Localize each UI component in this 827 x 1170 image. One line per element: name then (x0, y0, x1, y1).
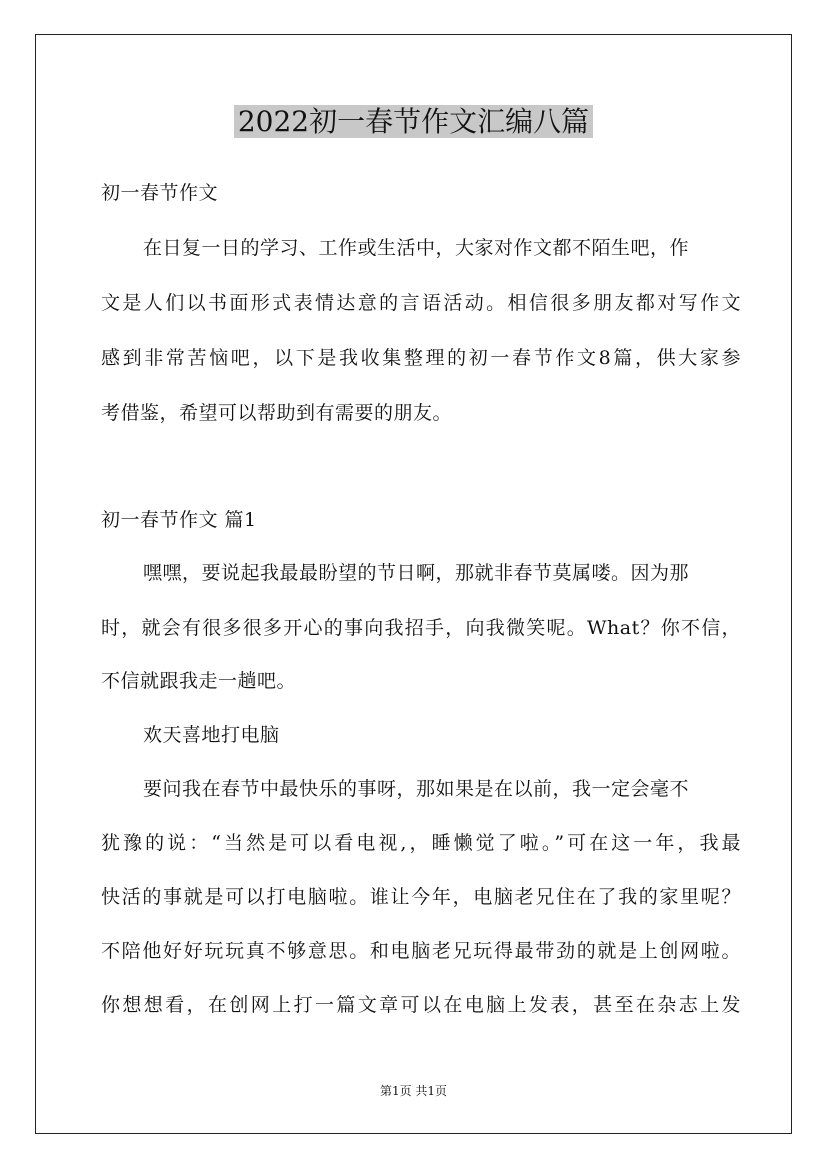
paragraph-line: 时，就会有很多很多开心的事向我招手，向我微笑呢。What？你不信， (101, 617, 741, 639)
paragraph-line: 文是人们以书面形式表情达意的言语活动。相信很多朋友都对写作文 (101, 292, 741, 314)
paragraph-line: 不信就跟我走一趟吧。 (101, 670, 297, 692)
paragraph-line: 不陪他好好玩玩真不够意思。和电脑老兄玩得最带劲的就是上创网啦。 (101, 940, 741, 962)
subheading: 欢天喜地打电脑 (143, 724, 280, 746)
paragraph-line: 感到非常苦恼吧，以下是我收集整理的初一春节作文8篇，供大家参 (101, 347, 741, 369)
paragraph-line: 你想想看，在创网上打一篇文章可以在电脑上发表，甚至在杂志上发 (101, 994, 741, 1016)
paragraph-line: 嘿嘿，要说起我最最盼望的节日啊，那就非春节莫属喽。因为那 (143, 562, 690, 584)
paragraph-line: 在日复一日的学习、工作或生活中，大家对作文都不陌生吧，作 (143, 237, 690, 259)
paragraph-line: 快活的事就是可以打电脑啦。谁让今年，电脑老兄住在了我的家里呢？ (101, 886, 741, 908)
heading-essay-1: 初一春节作文 篇1 (101, 509, 257, 531)
paragraph-line: 犹豫的说：“当然是可以看电视,，睡懒觉了啦。”可在这一年，我最 (101, 832, 741, 854)
paragraph-line: 要问我在春节中最快乐的事呀，那如果是在以前，我一定会毫不 (143, 778, 690, 800)
page-number: 第1页 共1页 (379, 1084, 448, 1098)
document-title: 2022初一春节作文汇编八篇 (0, 104, 827, 140)
heading-intro: 初一春节作文 (101, 182, 219, 204)
paragraph-line: 考借鉴，希望可以帮助到有需要的朋友。 (101, 402, 453, 424)
